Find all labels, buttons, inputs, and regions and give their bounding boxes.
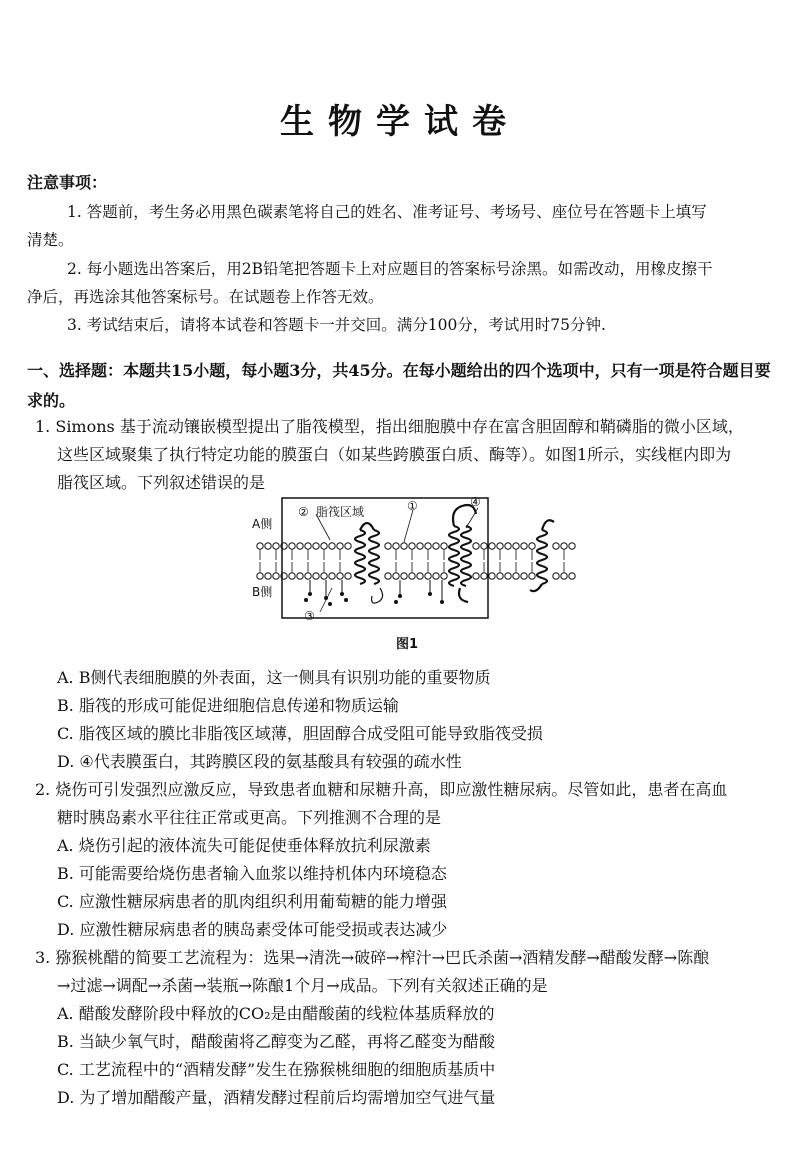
page-title: 生物学试卷 [280, 102, 520, 142]
notice-line: 清楚。 [27, 231, 74, 249]
question-1-option-d: D. ④代表膜蛋白，其跨膜区段的氨基酸具有较强的疏水性 [57, 752, 462, 771]
question-3-stem: 3. 猕猴桃醋的简要工艺流程为：选果→清洗→破碎→榨汁→巴氏杀菌→酒精发酵→醋酸发酵→陈酿 [35, 948, 710, 967]
label-3: ③ [304, 609, 315, 623]
question-3-option-c: C. 工艺流程中的“酒精发酵”发生在猕猴桃细胞的细胞质基质中 [57, 1060, 496, 1079]
question-2-option-d: D. 应激性糖尿病患者的胰岛素受体可能受损或表达减少 [57, 920, 448, 939]
label-1: ① [407, 499, 418, 513]
question-3-option-b: B. 当缺少氧气时，醋酸菌将乙醇变为乙醛，再将乙醛变为醋酸 [57, 1032, 495, 1051]
lower-lipid-layer [257, 573, 575, 579]
question-2-stem: 糖时胰岛素水平往往正常或更高。下列推测不合理的是 [57, 808, 442, 827]
figure-caption: 图1 [396, 637, 419, 652]
side-b-label: B侧 [252, 585, 273, 599]
notice-line: 1. 答题前，考生务必用黑色碳素笔将自己的姓名、准考证号、考场号、座位号在答题卡上填写 [67, 203, 707, 221]
glycan-dots [304, 592, 444, 606]
notice-line: 2. 每小题选出答案后，用2B铅笔把答题卡上对应题目的答案标号涂黑。如需改动，用橡皮擦干 [67, 260, 713, 278]
label-2: ② [298, 505, 309, 519]
question-3-option-a: A. 醋酸发酵阶段中释放的CO₂是由醋酸菌的线粒体基质释放的 [57, 1004, 495, 1023]
label-4: ④ [470, 495, 481, 509]
question-3-stem: →过滤→调配→杀菌→装瓶→陈酿1个月→成品。下列有关叙述正确的是 [57, 976, 548, 995]
lipid-tails [260, 550, 564, 572]
transmembrane-protein [355, 523, 379, 584]
question-1-option-b: B. 脂筏的形成可能促进细胞信息传递和物质运输 [57, 696, 399, 715]
question-1-option-c: C. 脂筏区域的膜比非脂筏区域薄，胆固醇合成受阻可能导致脂筏受损 [57, 724, 543, 743]
side-a-label: A侧 [252, 517, 273, 531]
notice-line: 净后，再选涂其他答案标号。在试题卷上作答无效。 [27, 288, 384, 306]
outside-protein [530, 520, 554, 591]
question-3-option-d: D. 为了增加醋酸产量，酒精发酵过程前后均需增加空气进气量 [57, 1088, 496, 1107]
question-1-option-a: A. B侧代表细胞膜的外表面，这一侧具有识别功能的重要物质 [57, 668, 491, 687]
question-2-option-c: C. 应激性糖尿病患者的肌肉组织利用葡萄糖的能力增强 [57, 892, 447, 911]
question-2-option-b: B. 可能需要给烧伤患者输入血浆以维持机体内环境稳态 [57, 864, 447, 883]
membrane-figure [250, 492, 580, 632]
question-1-stem: 1. Simons 基于流动镶嵌模型提出了脂筏模型，指出细胞膜中存在富含胆固醇和鞘磷脂的微小区域， [35, 417, 744, 436]
notice-heading: 注意事项： [27, 173, 108, 192]
upper-lipid-layer [257, 543, 575, 549]
section-heading: 一、选择题：本题共15小题，每小题3分，共45分。在每小题给出的四个选项中，只有一项是符合题目要求的。 [27, 361, 771, 410]
question-1-stem: 这些区域聚集了执行特定功能的膜蛋白（如某些跨膜蛋白质、酶等）。如图1所示，实线框内即为 [57, 445, 732, 464]
question-2-option-a: A. 烧伤引起的液体流失可能促使垂体释放抗利尿激素 [57, 836, 431, 855]
raft-region-label: 脂筏区域 [316, 505, 365, 519]
raft-region-box [282, 498, 488, 618]
b-side-chain [372, 588, 383, 603]
protein-4 [449, 505, 476, 602]
notice-line: 3. 考试结束后，请将本试卷和答题卡一并交回。满分100分，考试用时75分钟. [67, 316, 606, 334]
question-2-stem: 2. 烧伤可引发强烈应激反应，导致患者血糖和尿糖升高，即应激性糖尿病。尽管如此，患者在高血 [35, 780, 728, 799]
question-1-stem: 脂筏区域。下列叙述错误的是 [57, 473, 266, 492]
